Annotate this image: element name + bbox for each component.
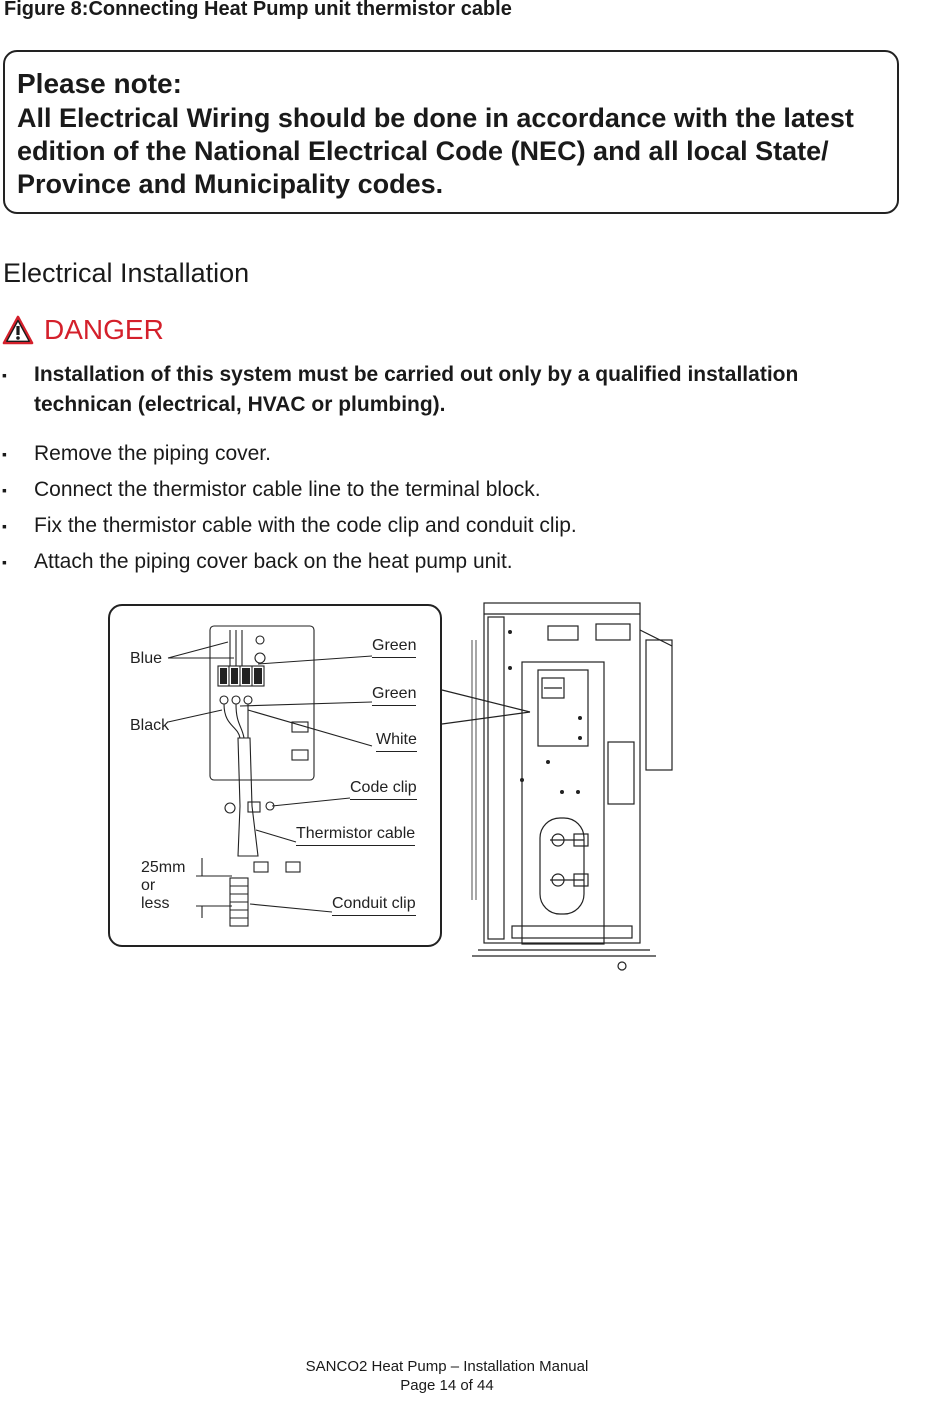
bullet-square-icon: ▪ — [2, 518, 7, 534]
label-black: Black — [130, 717, 170, 734]
section-title: Electrical Installation — [3, 258, 250, 288]
wiring-detail-callout — [108, 604, 442, 947]
label-conduit-clip: Conduit clip — [332, 895, 416, 916]
label-green-1: Green — [372, 637, 416, 658]
label-white: White — [376, 731, 417, 752]
footer-page-number: Page 14 of 44 — [400, 1377, 494, 1394]
list-item: ▪ Fix the thermistor cable with the code clip and conduit clip. — [0, 511, 900, 541]
list-item: ▪ Installation of this system must be carried out only by a qualified installation technican (electrical, HVAC or plumbing). — [0, 360, 900, 420]
list-item: ▪ Attach the piping cover back on the heat pump unit. — [0, 547, 900, 577]
label-blue: Blue — [130, 650, 163, 667]
label-thermistor-cable: Thermistor cable — [296, 825, 415, 846]
list-item: ▪ Remove the piping cover. — [0, 439, 900, 469]
label-measure-less: less — [141, 895, 170, 912]
danger-label: DANGER — [44, 314, 164, 345]
label-measure-value: 25mm — [141, 859, 186, 876]
bullet-square-icon: ▪ — [2, 554, 7, 570]
label-measure-or: or — [141, 877, 156, 894]
label-green-2: Green — [372, 685, 416, 706]
label-code-clip: Code clip — [350, 779, 417, 800]
list-item: ▪ Connect the thermistor cable line to the terminal block. — [0, 475, 900, 505]
figure-title: Figure 8:Connecting Heat Pump unit thermistor cable — [4, 0, 512, 20]
bullet-square-icon: ▪ — [2, 482, 7, 498]
bullet-square-icon: ▪ — [2, 367, 7, 383]
footer-manual-title: SANCO2 Heat Pump – Installation Manual — [305, 1358, 589, 1375]
note-body: All Electrical Wiring should be done in accordance with the latest edition of the National Electrical Code (NEC) and all local State/ Province and Municipality codes. — [17, 103, 854, 199]
bullet-square-icon: ▪ — [2, 446, 7, 462]
note-heading: Please note: — [17, 68, 182, 99]
